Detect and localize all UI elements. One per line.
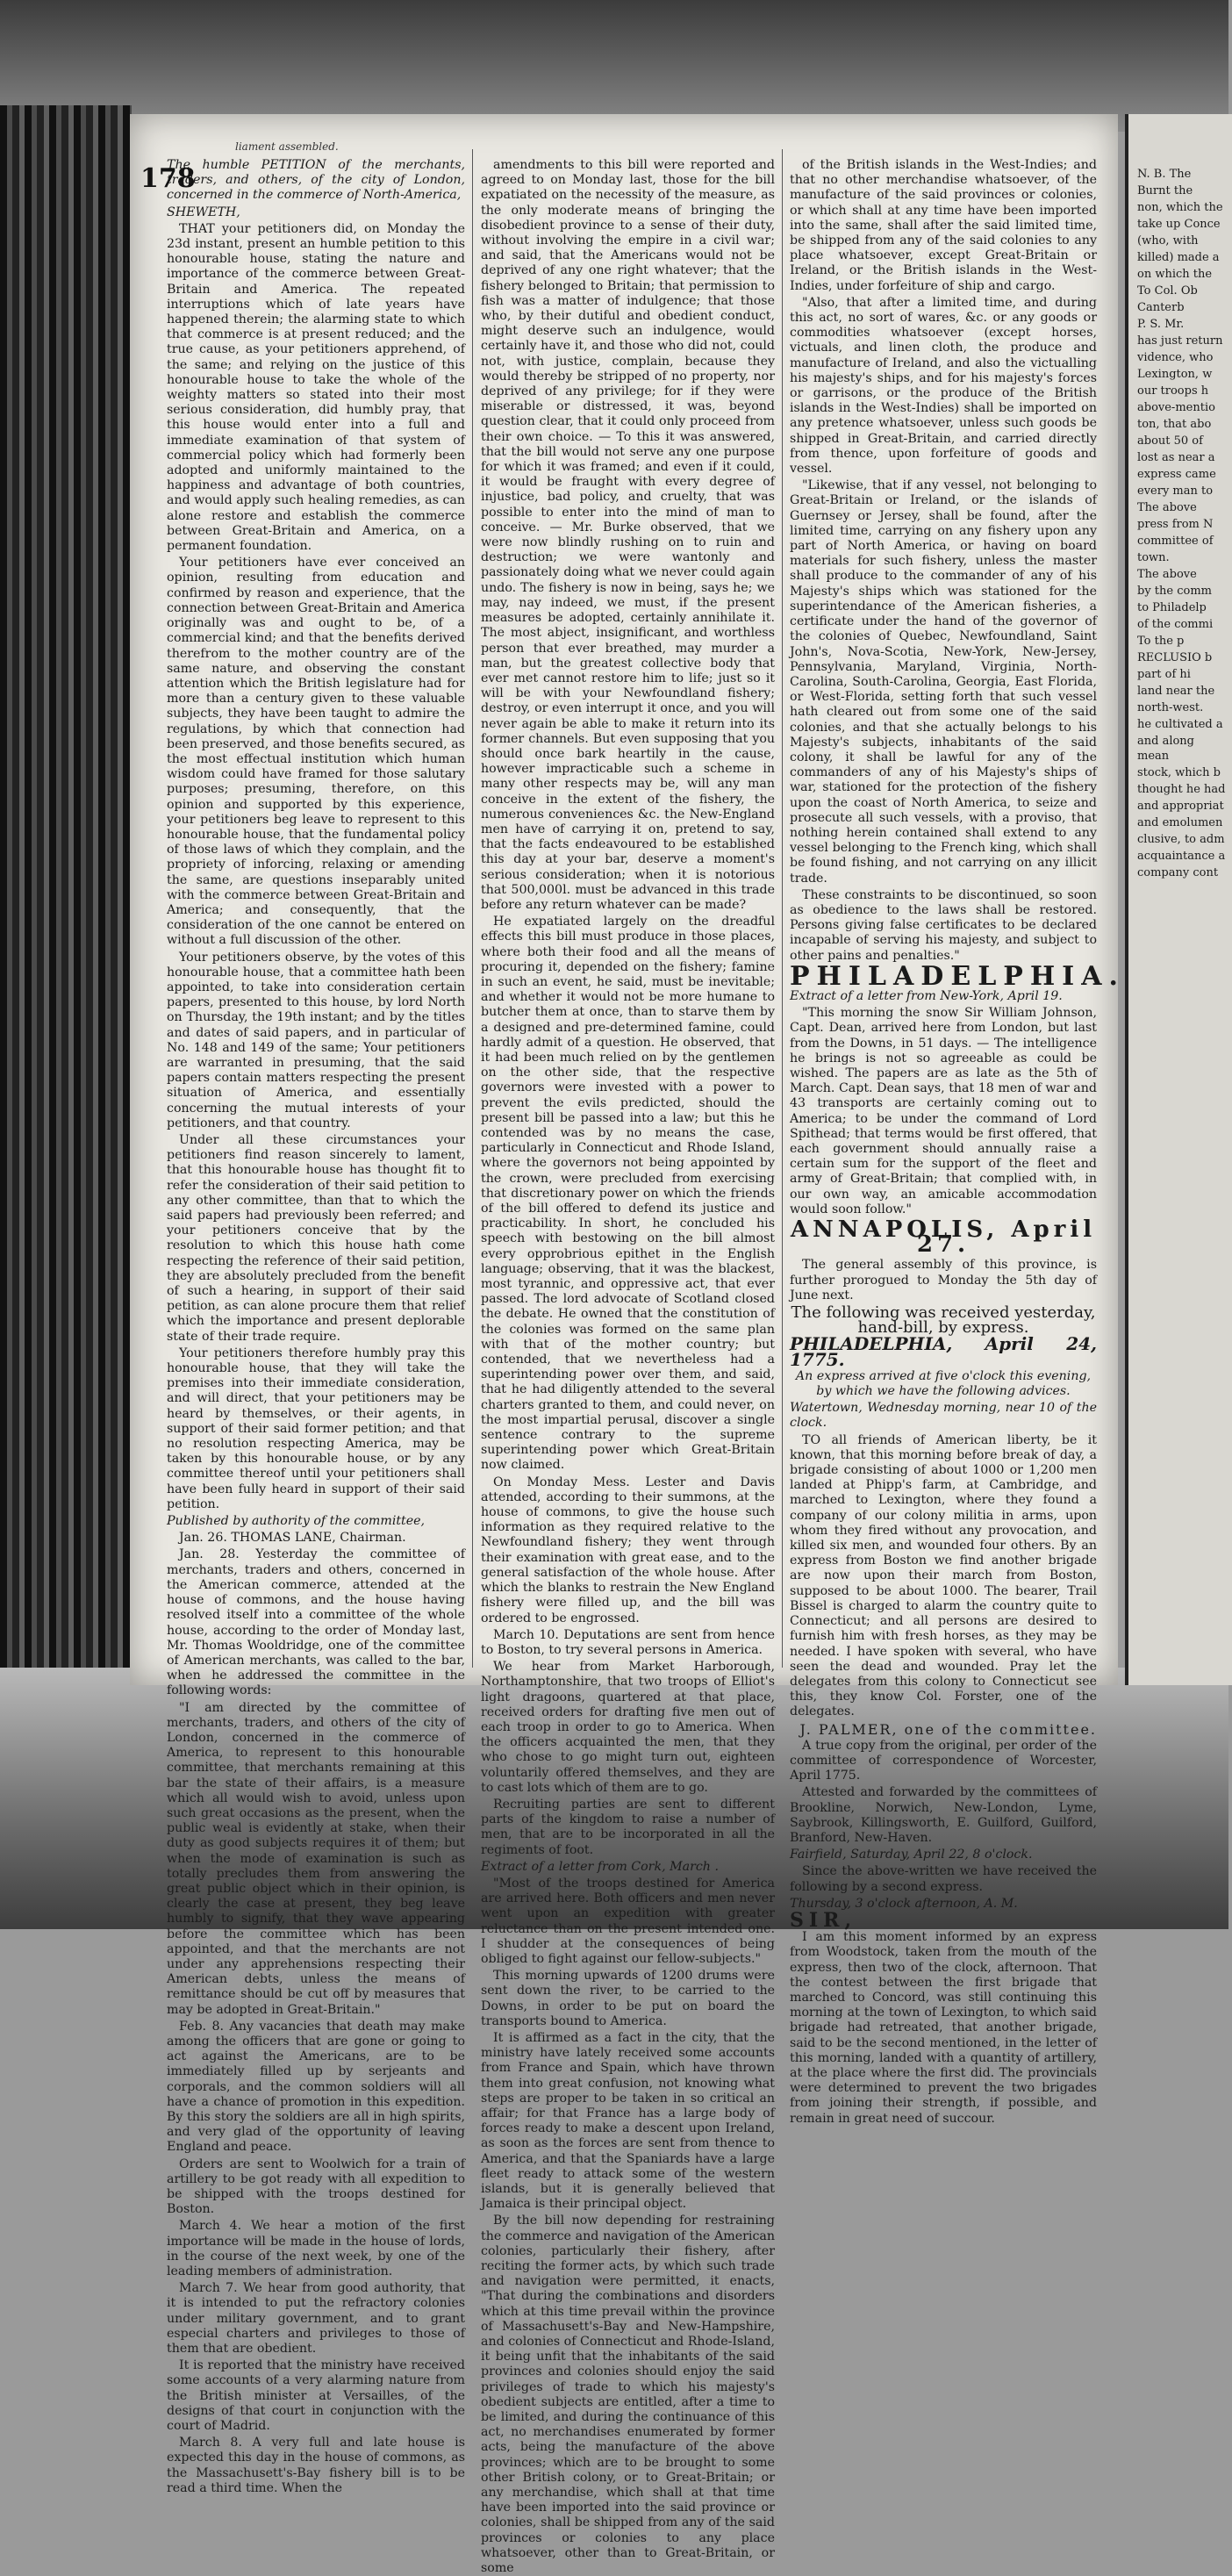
next-page-line: The above	[1137, 568, 1197, 581]
next-page-line: express came	[1137, 468, 1216, 481]
next-page-line: stock, which b	[1137, 766, 1221, 779]
column1-italic: The humble PETITION of the merchants, traders, and others, of the city of London, concerned in the commerce of North-America,	[167, 158, 465, 203]
next-page-line: Burnt the	[1137, 184, 1193, 197]
column3-para: I am this moment informed by an express from Woodstock, taken from the mouth of the express, then two of the clock, afternoon. That the contest between the first brigade that marched to Concord, was still continuing this morning at the town of Lexington, to which said brigade had retreated, that another brigade, said to be the second mentioned, in the letter of this morning, landed with a quantity of artillery, at the place where the first did. The provincials were determined to prevent the two brigades from joining their strength, if possible, and remain in great need of succour.	[790, 1930, 1097, 2126]
next-page-line: above-mentio	[1137, 401, 1215, 414]
next-page-line: lost as near a	[1137, 451, 1215, 464]
column1-para: March 4. We hear a motion of the first importance will be made in the house of lords, in the course of the next week, by one of the leading members of administration.	[167, 2219, 465, 2279]
column2-para: He expatiated largely on the dreadful effects this bill must produce in those places, where both their food and all the means of procuring it, depended on the fishery; famine in such an event, he said, must be inevitable; and whether it would not be more humane to butcher them at once, than to starve them by a designed and pre-determined famine, could hardly admit of a question. He observed, that it had been much relied on by the gentlemen on the other side, that the respective governors were invested with a power to prevent the evils predicted, should the present bill be passed into a law; but this he contended was by no means the case, particularly in Connecticut and Rhode Island, where the governors not being appointed by the crown, were precluded from exercising that discretionary power on which the friends of the bill offered to defend its justice and practicability. In short, he concluded his speech with bestowing on the bill almost every opprobrious epithet in the English language; observing, that it was the blackest, most tyrannic, and oppressive act, that ever passed. The lord advocate of Scotland closed the debate. He owned that the constitution of the colonies was formed on the same plan with that of the mother country; but contended, that we nevertheless had a superintending power over them, and said, that he had diligently attended to the several charters granted to them, and could never, on the most impartial perusal, discover a single sentence contrary to the supreme superintending power which Great-Britain now claimed.	[481, 915, 775, 1473]
next-page-line: committee of	[1137, 535, 1214, 548]
next-page-line: acquaintance a	[1137, 850, 1226, 863]
next-page-line: thought he had	[1137, 783, 1226, 796]
column3-italic: Fairfield, Saturday, April 22, 8 o'clock.	[790, 1848, 1033, 1862]
next-page-line: press from N	[1137, 518, 1214, 531]
next-page-line: and appropriat	[1137, 800, 1224, 813]
column3-italic: Extract of a letter from New-York, April 19.	[790, 988, 1063, 1003]
next-page-line: our troops h	[1137, 384, 1209, 398]
column1-para: Orders are sent to Woolwich for a train of artillery to be got ready with all expedition to be shipped with the troops destined for Boston.	[167, 2156, 465, 2217]
next-page-line: has just return	[1137, 334, 1223, 348]
next-page-line: The above	[1137, 501, 1197, 514]
column3-para: Since the above-written we have received the following by a second express.	[790, 1864, 1097, 1894]
next-page-line: (who, with	[1137, 234, 1199, 248]
column1-para: Your petitioners therefore humbly pray this honourable house, that they will take the premises into their immediate consideration, and will direct, that your petitioners may be heard by themselves, or their agents, in support of their said former petition; and that no resolution respecting America, may be taken by this honourable house, or by any committee thereof until your petitioners shall have been fully heard in support of their said petition.	[167, 1345, 465, 1511]
column3-para: Attested and forwarded by the committees of Brookline, Norwich, New-London, Lyme, Saybrook, Killingsworth, E. Guilford, Guilford, Branford, New-Haven.	[790, 1785, 1097, 1845]
next-page-line: to Philadelp	[1137, 601, 1207, 614]
next-page-line: killed) made a	[1137, 251, 1220, 264]
column3-para: These constraints to be discontinued, so soon as obedience to the laws shall be restored. Persons giving false certificates to be declared incapable of serving his majesty, and subject to other pains and penalties."	[790, 887, 1097, 963]
column3-dateline: PHILADELPHIA.	[790, 960, 1125, 992]
next-page-line: on which the	[1137, 268, 1213, 281]
column2-para: On Monday Mess. Lester and Davis attended, according to their summons, at the house of commons, to give the house such information as they required relative to the Newfoundland fishery; they went through their examination with great ease, and to the general satisfaction of the whole house. After which the blanks to restrain the New England fishery were filled up, and the bill was ordered to be engrossed.	[481, 1475, 775, 1625]
column1-para: It is reported that the ministry have received some accounts of a very alarming nature from the British minister at Versailles, of the designs of that court in conjunction with the court of Madrid.	[167, 2358, 465, 2434]
column1-para: March 8. A very full and late house is expected this day in the house of commons, as the Massachusett's-Bay fishery bill is to be read a third time. When the	[167, 2436, 465, 2495]
next-page-line: he cultivated a	[1137, 718, 1223, 731]
column2-italic: Extract of a letter from Cork, March .	[481, 1859, 719, 1874]
column3-para: A true copy from the original, per order of the committee of correspondence of Worcester, April 1775.	[790, 1738, 1097, 1783]
column2-para: It is affirmed as a fact in the city, that the ministry have lately received some accounts from France and Spain, which have thrown them into great confusion, not knowing what steps are proper to be taken in so critical an affair; for that France has a large body of forces ready to make a descent upon Ireland, as soon as the forces are sent from thence to America, and that the Spaniards have a large fleet ready to attack some of the western islands, but it is generally believed that Jamaica is their principal object.	[481, 2030, 775, 2212]
scan-top-edge	[0, 0, 1228, 132]
next-page-column	[1137, 167, 1229, 882]
next-page-fragment	[1125, 114, 1232, 1685]
next-page-line: Lexington, w	[1137, 368, 1213, 381]
column3-para: TO all friends of American liberty, be it known, that this morning before break of day, a brigade consisting of about 1000 or 1,200 men landed at Phipp's farm, at Cambridge, and marched to Lexington, where they found a company of our colony militia in arms, upon whom they fired without any provocation, and killed six men, and wounded four others. By an express from Boston we find another brigade are now upon their march from Boston, supposed to be about 1000. The bearer, Trail Bissel is charged to alarm the country quite to Connecticut; and all persons are desired to furnish him with fresh horses, as they may be needed. I have spoken with several, who have seen the dead and wounded. Pray let the delegates from this colony to Connecticut see this, they know Col. Forster, one of the delegates.	[790, 1432, 1097, 1719]
column1-italic: Published by authority of the committee,	[167, 1514, 426, 1529]
next-page-line: P. S. Mr.	[1137, 318, 1185, 331]
column3-para: "Also, that after a limited time, and during this act, no sort of wares, &c. or any goods or commodities whatsoever (except horses, victuals, and linen cloth, the produce and manufacture of Ireland, and also the victualling his majesty's ships, and for his majesty's forces or garrisons, or the produce of the British islands in the West-Indies) shall be imported on any pretence whatsoever, unless such goods be shipped in Great-Britain, and carried directly from thence, upon forfeiture of goods and vessel.	[790, 295, 1097, 477]
next-page-line: town.	[1137, 551, 1170, 564]
column3-phil: PHILADELPHIA, April 24, 1775.	[790, 1333, 1097, 1370]
next-page-line: non, which the	[1137, 201, 1223, 214]
newspaper-page	[130, 114, 1125, 2576]
next-page-line: clusive, to adm	[1137, 833, 1225, 846]
column-rule	[782, 149, 783, 1668]
column1-para: "I am directed by the committee of merchants, traders, and others of the city of London, concerned in the commerce of America, to represent to this honourable committee, that merchants remaining at this bar the state of their affairs, is a measure which all would wish to avoid, unless upon such great occasions as the present, when the public weal is evidently at stake, when their duty as good subjects requires it of them; but when the mode of examination is such as totally precludes them from answering the great public object which in their opinion, is clearly the case at present, they beg leave humbly to signify, that they wave appearing before the committee which has been appointed, and that the merchants are not under any apprehensions respecting their American debts, unless the means of remittance should be cut off by measures that may be adopted in Great-Britain."	[167, 1700, 465, 2017]
next-page-line: vidence, who	[1137, 351, 1214, 364]
next-page-line: by the comm	[1137, 585, 1212, 598]
next-page-line: part of hi	[1137, 668, 1191, 681]
next-page-line: of the commi	[1137, 618, 1214, 631]
column3-dateline2: ANNAPOLIS, April 27.	[790, 1216, 1097, 1259]
column3-italic: Watertown, Wednesday morning, near 10 of the clock.	[790, 1401, 1097, 1431]
column3-handbill: The following was received yesterday, hand-bill, by express.	[791, 1303, 1096, 1338]
next-page-line: To the p	[1137, 635, 1185, 648]
column1-para: THAT your petitioners did, on Monday the 23d instant, present an humble petition to this honourable house, stating the nature and importance of the commerce between Great-Britain and America. The repeated interruptions which of late years have happened therein; the alarming state to which that commerce is at present reduced; and the true cause, as your petitioners apprehend, of the same; and relying on the justice of this honourable house to take the whole of the weighty matters so stated into their most serious consideration, did humbly pray, that this house would enter into a full and immediate examination of that system of commercial policy which had formerly been adopted and uniformly maintained to the happiness and advantage of both countries, and would apply such healing remedies, as can alone restore and establish the commerce between Great-Britain and America, on a permanent foundation.	[167, 221, 465, 554]
next-page-line: company cont	[1137, 866, 1219, 879]
column2-para: By the bill now depending for restraining the commerce and navigation of the American colonies, particularly their fishery, after reciting the former acts, by which such trade and navigation were permitted, it enacts, "That during the combinations and disorders which at this time prevail within the province of Massachusett's-Bay and New-Hampshire, and colonies of Connecticut and Rhode-Island, it being unfit that the inhabitants of the said provinces and colonies should enjoy the said privileges of trade to which his majesty's obedient subjects are entitled, after a time to be limited, and during the continuance of this act, no merchandises enumerated by former acts, being the manufacture of the above provinces; which are to be brought to some other British colony, or to Great-Britain; or any merchandise, which shall at that time have been imported into the said province or colonies, shall be shipped from any of the said provinces or colonies to any place whatsoever, other than to Great-Britain, or some	[481, 2214, 775, 2576]
column2-para: "Most of the troops destined for America are arrived here. Both officers and men never went upon an expedition with greater reluctance than on the present intended one. I shudder at the consequences of being obliged to fight against our fellow-subjects."	[481, 1876, 775, 1966]
next-page-line: To Col. Ob	[1137, 284, 1198, 298]
column1-para: March 7. We hear from good authority, that it is intended to put the refractory colonies under military government, and to grant especial charters and privileges to those of them that are obedient.	[167, 2281, 465, 2357]
next-page-line: N. B. The	[1137, 168, 1192, 181]
column1-head: SHEWETH,	[167, 205, 240, 219]
next-page-line: ton, that abo	[1137, 418, 1212, 431]
next-page-line: and emolumen	[1137, 816, 1223, 829]
column1-para: Your petitioners have ever conceived an opinion, resulting from education and confirmed by reason and experience, that the connection between Great-Britain and America originally was and ought to be, of a commercial kind; and that the benefits derived therefrom to the mother country are of the same nature, and observing the constant attention which the British legislature had for more than a century given to these valuable subjects, they have been taught to admire the regulations, by which that connection had been preserved, and those benefits secured, as the most effectual institution which human wisdom could have framed for those salutary purposes; presuming, therefore, on this opinion and supported by this experience, your petitioners beg leave to represent to this honourable house, that the fundamental policy of those laws of which they complain, and the propriety of inforcing, relaxing or amending the same, are questions inseparably united with the commerce between Great-Britain and America; and consequently, that the consideration of the one cannot be entered on without a full discussion of the other.	[167, 556, 465, 948]
book-binding	[0, 105, 132, 1685]
column3-para: of the British islands in the West-Indies; and that no other merchandise whatsoever, of the manufacture of the said provinces or colonies, or which shall at any time have been imported into the same, shall after the said limited time, be shipped from any of the said colonies to any place whatsoever, except Great-Britain or Ireland, or the British islands in the West-Indies, under forfeiture of ship and cargo.	[790, 158, 1097, 293]
column1-para: Jan. 26. THOMAS LANE, Chairman.	[179, 1531, 406, 1546]
column-rule	[472, 149, 473, 1668]
next-page-line: about 50 of	[1137, 434, 1203, 448]
column2-para: March 10. Deputations are sent from hence to Boston, to try several persons in America.	[481, 1627, 775, 1657]
column3-para: "This morning the snow Sir William Johnson, Capt. Dean, arrived here from London, but last from the Downs, in 51 days. — The intelligence he brings is not so agreeable as could be wished. The papers are as late as the 5th of March. Capt. Dean says, that 18 men of war and 43 transports are certainly coming out to America; to be under the command of Lord Spithead; that terms would be first offered, that each government should annually raise a certain sum for the support of the fleet and army of Great-Britain; that complied with, in our own way, an amicable accommodation would soon follow."	[790, 1006, 1097, 1216]
column3-italic: Thursday, 3 o'clock afternoon, A. M.	[790, 1896, 1018, 1911]
column1-para: Feb. 8. Any vacancies that death may make among the officers that are gone or going to act against the Americans, are to be immediately filled up by serjeants and corporals, and the common soldiers will all have a chance of promotion in this expedition. By this story the soldiers are all in high spirits, and very glad of the opportunity of leaving England and peace.	[167, 2019, 465, 2155]
column1-para: Under all these circumstances your petitioners find reason sincerely to lament, that this honourable house has thought fit to refer the consideration of their said petition to any other committee, than that to which the said papers had previously been referred; and your petitioners conceive that by the resolution to which this house hath come respecting the reference of their said petition, they are absolutely precluded from the benefit of such a hearing, in support of their said petition, as can alone procure them that relief which the importance and present deplorable state of their trade require.	[167, 1133, 465, 1344]
next-page-line: north-west.	[1137, 701, 1204, 714]
column2-para: This morning upwards of 1200 drums were sent down the river, to be carried to the Downs, in order to be put on board the transports bound to America.	[481, 1969, 775, 2028]
running-head: liament assembled.	[235, 140, 339, 153]
column-1	[167, 158, 465, 2495]
column-2	[481, 158, 775, 2576]
column2-para: Recruiting parties are sent to different parts of the kingdom to raise a number of men, that are to be incorporated in all the regiments of foot.	[481, 1797, 775, 1857]
next-page-line: Canterb	[1137, 301, 1185, 314]
column2-para: We hear from Market Harborough, Northamptonshire, that two troops of Elliot's light dragoons, quartered at that place, received orders for drafting five men out of each troop in order to go to America. When the officers acquainted the men, that they who chose to go might turn out, eighteen voluntarily offered themselves, and they are to cast lots which of them are to go.	[481, 1660, 775, 1795]
column3-sir: SIR,	[790, 1908, 857, 1932]
next-page-line: land near the	[1137, 685, 1215, 698]
column3-sig: J. PALMER, one of the committee.	[799, 1720, 1097, 1738]
column-3	[790, 158, 1125, 2126]
column3-para: "Likewise, that if any vessel, not belonging to Great-Britain or Ireland, or the islands of Guernsey or Jersey, shall be found, after the limited time, carrying on any fishery upon any part of North America, or having on board materials for such fishery, unless the master shall produce to the commander of any of his Majesty's ships which was stationed for the superintendance of the American fisheries, a certificate under the hand of the governor of the colonies of Quebec, Newfoundland, Saint John's, Nova-Scotia, New-York, New-Jersey, Pennsylvania, Maryland, Virginia, North-Carolina, South-Carolina, Georgia, East Florida, or West-Florida, setting forth that such vessel hath cleared out from some one of the said colonies, and that she actually belongs to his Majesty's subjects, inhabitants of the said colony, it shall be lawful for any of the commanders of any of his Majesty's ships of war, stationed for the protection of the fishery upon the coast of North America, to seize and prosecute all such vessels, with a proviso, that nothing herein contained shall extend to any vessel belonging to the French king, which shall be found fishing, and not carrying on any illicit trade.	[790, 478, 1097, 886]
column2-para: amendments to this bill were reported and agreed to on Monday last, those for the bill expatiated on the necessity of the measure, as the only moderate means of bringing the disobedient province to a sense of their duty, without involving the empire in a civil war; and said, that the Americans would not be deprived of any one right whatever; that the fishery belonged to Britain; that permission to fish was a matter of indulgence; that those who, by their dutiful and obedient conduct, might deserve such an indulgence, would certainly have it, and those who did not, could not, with justice, complain, because they would thereby be stripped of no property, nor deprived of any privilege; for if they were miserable or distressed, it was, beyond question clear, that it could only proceed from their own choice. — To this it was answered, that the bill would not serve any one purpose for which it was framed; and even if it could, it would be fraught with every degree of injustice, bad policy, and cruelty, that was possible to enter into the mind of man to conceive. — Mr. Burke observed, that we were now blindly rushing on to ruin and destruction; we were wantonly and passionately doing what we never could again undo. The fishery is now in being, says he; we may, nay indeed, we must, if the present measures be adopted, certainly annihilate it. The most abject, insignificant, and worthless person that ever breathed, may murder a man, but the greatest collective body that ever met cannot restore him to life; just so it will be with your Newfoundland fishery; destroy, or even interrupt it once, and you will never again be able to make it return into its former channels. But even supposing that you should once bark heartily in the cause, however impracticable such a scheme in many other respects may be, will any man conceive in the extent of the fishery, the numerous conveniences &c. the New-England men have of carrying it on, pretend to say, that the facts endeavoured to be established this day at your bar, deserve a moment's serious consideration; when it is notorious that 500,000l. must be advanced in this trade before any return whatever can be made?	[481, 158, 775, 912]
page-number: 178	[140, 163, 196, 194]
column3-sub: An express arrived at five o'clock this evening, by which we have the following advices.	[795, 1368, 1092, 1399]
column1-para: Your petitioners observe, by the votes of this honourable house, that a committee hath been appointed, to take into consideration certain papers, presented to this house, by lord North on Thursday, the 19th instant; and by the titles and dates of said papers, and in particular of No. 148 and 149 of the same; Your petitioners are warranted in presuming, that the said papers contain matters respecting the present situation of America, and essentially concerning the mutual interests of your petitioners, and that country.	[167, 950, 465, 1130]
column3-para: The general assembly of this province, is further prorogued to Monday the 5th day of June next.	[790, 1258, 1097, 1302]
next-page-line: RECLUSIO b	[1137, 651, 1213, 664]
next-page-line: every man to	[1137, 484, 1214, 498]
column1-para: Jan. 28. Yesterday the committee of merchants, traders and others, concerned in the American commerce, attended at the house of commons, and the house having resolved itself into a committee of the whole house, according to the order of Monday last, Mr. Thomas Wooldridge, one of the committee of American merchants, was called to the bar, when he addressed the committee in the following words:	[167, 1547, 465, 1698]
next-page-line: take up Conce	[1137, 218, 1221, 231]
next-page-line: and along mean	[1137, 735, 1195, 763]
